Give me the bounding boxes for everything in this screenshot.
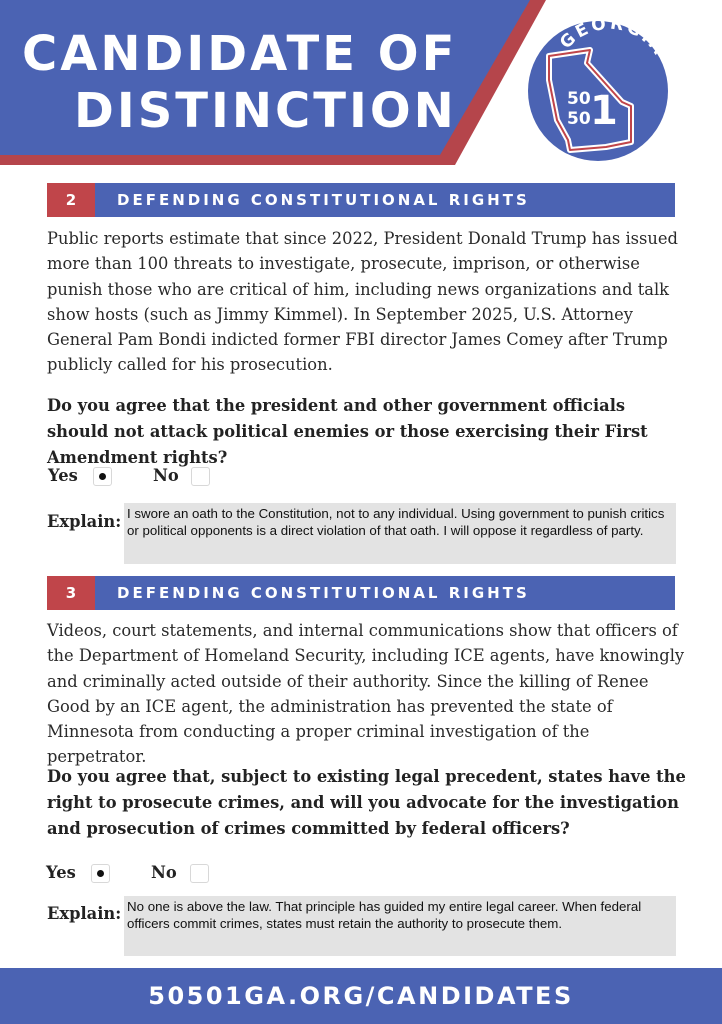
section-paragraph-3: Videos, court statements, and internal communications show that officers of the Department of Homeland Security, including ICE agents, have knowingly and criminally acted outside of their authority. Since the killing of Renee Good by an ICE agent, the administration has prevented the state of Minnesota from conducting a proper criminal investigation of the perpetrator. [47, 621, 685, 767]
header-banner [0, 0, 722, 165]
explain-label-3: Explain: [47, 904, 122, 923]
no-radio-2[interactable] [191, 467, 210, 486]
section-header-2 [47, 183, 675, 217]
explain-field-3[interactable]: No one is above the law. That principle has guided my entire legal career. When federal officers commit crimes, states must retain the authority to prosecute them. [124, 896, 676, 956]
section-header-3 [47, 576, 675, 610]
yes-radio-2[interactable] [93, 467, 112, 486]
selected-dot-icon [99, 473, 106, 480]
page-title-line-2: DISTINCTION [74, 83, 457, 139]
no-label-2: No [153, 466, 179, 485]
footer-url-link[interactable]: 50501GA.ORG/CANDIDATES [148, 982, 574, 1010]
yes-label-3: Yes [46, 863, 76, 882]
yes-label-2: Yes [48, 466, 78, 485]
section-question-3: Do you agree that, subject to existing legal precedent, states have the right to prosecute crimes, and will you advocate for the investigation and prosecution of crimes committed by federal officers? [47, 767, 686, 838]
yes-radio-3[interactable] [91, 864, 110, 883]
explain-field-2[interactable]: I swore an oath to the Constitution, not to any individual. Using government to punish critics or political opponents is a direct violation of that oath. I will oppose it regardless of party. [124, 503, 676, 564]
logo-num-bottom: 50 [567, 109, 591, 129]
georgia-50501-logo [527, 20, 669, 162]
logo-num-big: 1 [590, 88, 618, 134]
footer-bar [0, 968, 722, 1024]
selected-dot-icon [97, 870, 104, 877]
explain-label-2: Explain: [47, 512, 122, 531]
logo-num-top: 50 [567, 89, 591, 109]
page-title-line-1: CANDIDATE OF [22, 26, 458, 82]
logo-state-name: GEORGIA [556, 20, 669, 61]
section-question-2: Do you agree that the president and other government officials should not attack political enemies or those exercising their First Amendment rights? [47, 396, 648, 467]
section-title-2: DEFENDING CONSTITUTIONAL RIGHTS [117, 191, 530, 209]
section-title-3: DEFENDING CONSTITUTIONAL RIGHTS [117, 584, 530, 602]
no-radio-3[interactable] [190, 864, 209, 883]
section-number-2: 2 [47, 183, 95, 217]
section-paragraph-2: Public reports estimate that since 2022, President Donald Trump has issued more than 100 threats to investigate, prosecute, imprison, or otherwise punish those who are critical of him, including news organizations and talk show hosts (such as Jimmy Kimmel). In September 2025, U.S. Attorney General Pam Bondi indicted former FBI director James Comey after Trump publicly called for his prosecution. [47, 229, 678, 375]
section-number-3: 3 [47, 576, 95, 610]
no-label-3: No [151, 863, 177, 882]
